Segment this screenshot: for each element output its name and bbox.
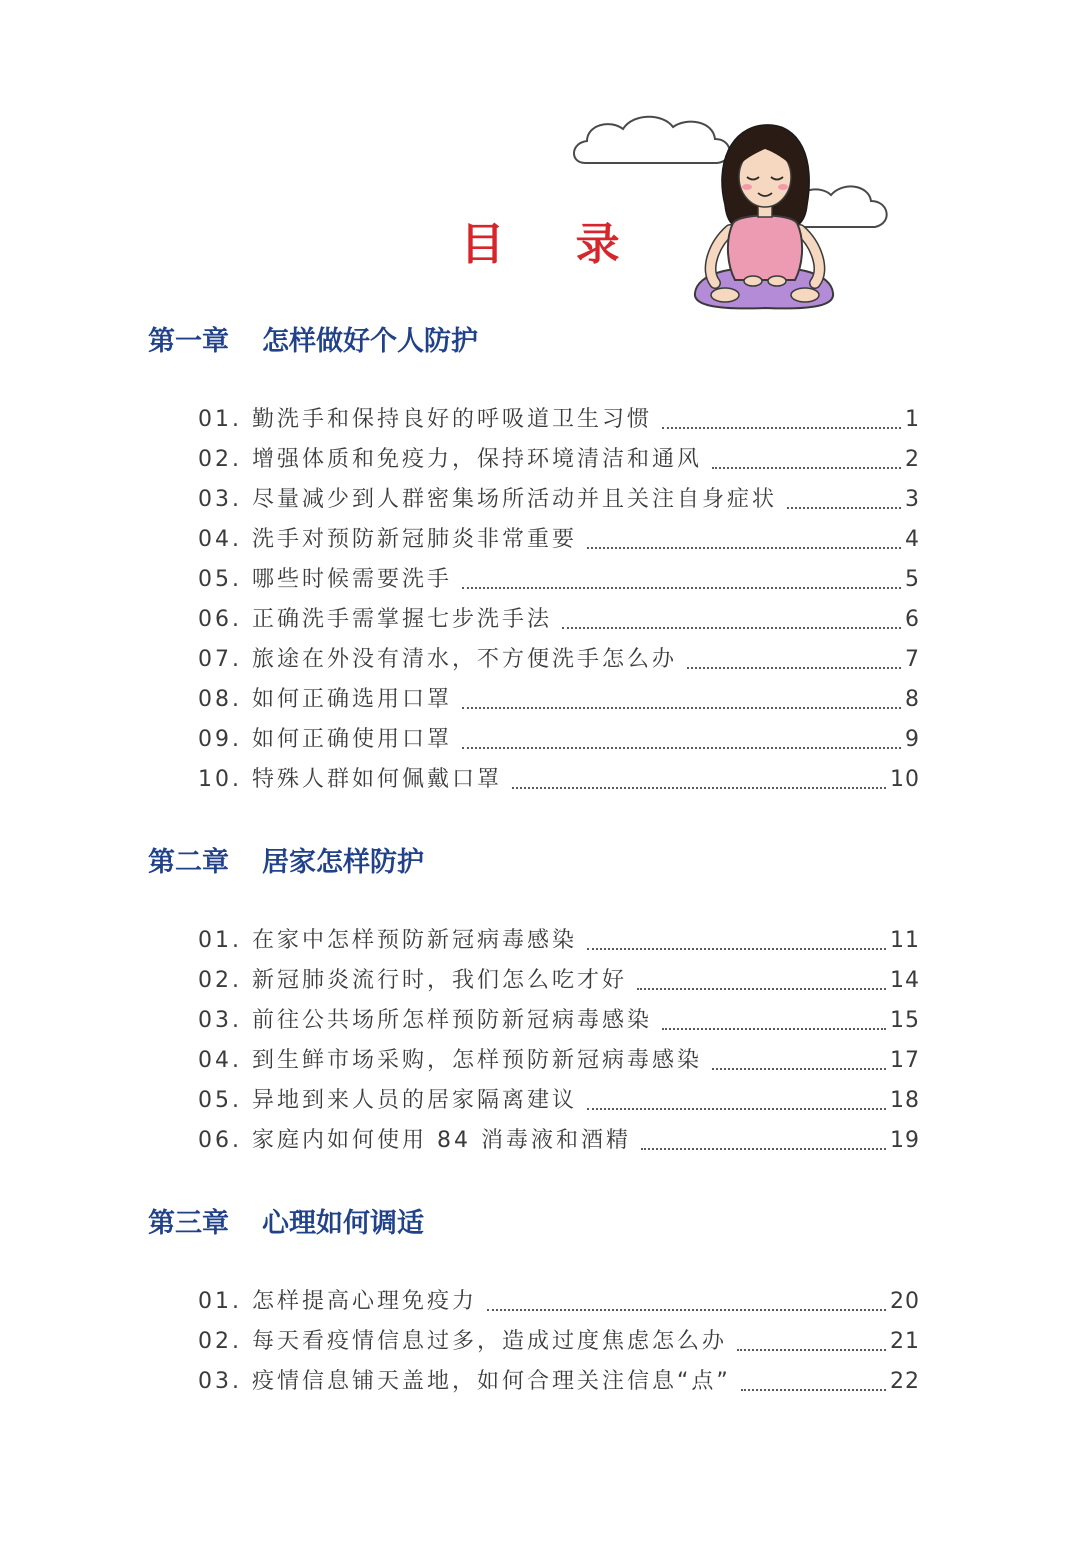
dot-leader	[741, 1389, 886, 1391]
toc-item[interactable]	[198, 720, 920, 760]
toc-item-title: 08. 如何正确选用口罩	[198, 687, 452, 712]
toc-page-number: 15	[890, 1008, 920, 1033]
toc-item-title: 06. 家庭内如何使用 84 消毒液和酒精	[198, 1128, 631, 1153]
chapter-number: 第二章	[148, 847, 229, 878]
toc-item-title: 01. 怎样提高心理免疫力	[198, 1289, 477, 1314]
toc-page-number: 6	[905, 607, 920, 632]
dot-leader	[512, 787, 886, 789]
toc-list	[198, 400, 920, 800]
toc-item[interactable]	[198, 560, 920, 600]
chapter-number: 第三章	[148, 1208, 229, 1239]
dot-leader	[562, 627, 901, 629]
dot-leader	[462, 587, 901, 589]
chapter-heading	[148, 1206, 424, 1242]
toc-page-number: 17	[890, 1048, 920, 1073]
cloud-icon	[574, 117, 730, 163]
dot-leader	[712, 467, 901, 469]
toc-item-title: 02. 新冠肺炎流行时，我们怎么吃才好	[198, 968, 627, 993]
toc-item[interactable]	[198, 1362, 920, 1402]
toc-item[interactable]	[198, 1001, 920, 1041]
toc-item[interactable]	[198, 961, 920, 1001]
toc-item-title: 04. 洗手对预防新冠肺炎非常重要	[198, 527, 577, 552]
toc-item[interactable]	[198, 1282, 920, 1322]
dot-leader	[587, 547, 901, 549]
chapter-heading	[148, 324, 478, 360]
chapter-title: 怎样做好个人防护	[262, 326, 478, 357]
toc-item[interactable]	[198, 921, 920, 961]
toc-item[interactable]	[198, 1322, 920, 1362]
toc-item-title: 05. 异地到来人员的居家隔离建议	[198, 1088, 577, 1113]
dot-leader	[462, 707, 901, 709]
toc-item-title: 03. 疫情信息铺天盖地，如何合理关注信息“点”	[198, 1369, 731, 1394]
dot-leader	[737, 1349, 886, 1351]
dot-leader	[787, 507, 901, 509]
toc-item[interactable]	[198, 640, 920, 680]
toc-page-number: 19	[890, 1128, 920, 1153]
toc-list	[198, 1282, 920, 1402]
toc-item[interactable]	[198, 680, 920, 720]
toc-page-number: 21	[890, 1329, 920, 1354]
toc-page-number: 10	[890, 767, 920, 792]
toc-item[interactable]	[198, 440, 920, 480]
toc-page-number: 20	[890, 1289, 920, 1314]
toc-item-title: 01. 勤洗手和保持良好的呼吸道卫生习惯	[198, 407, 652, 432]
toc-page-number: 11	[890, 928, 920, 953]
toc-page-number: 4	[905, 527, 920, 552]
chapter-number: 第一章	[148, 326, 229, 357]
dot-leader	[462, 747, 901, 749]
toc-item-title: 02. 增强体质和免疫力，保持环境清洁和通风	[198, 447, 702, 472]
toc-page-number: 5	[905, 567, 920, 592]
toc-item-title: 07. 旅途在外没有清水，不方便洗手怎么办	[198, 647, 677, 672]
toc-page-number: 1	[905, 407, 920, 432]
dot-leader	[587, 1108, 886, 1110]
toc-item-title: 04. 到生鲜市场采购，怎样预防新冠病毒感染	[198, 1048, 702, 1073]
toc-item-title: 02. 每天看疫情信息过多，造成过度焦虑怎么办	[198, 1329, 727, 1354]
toc-page-number: 9	[905, 727, 920, 752]
toc-item[interactable]	[198, 480, 920, 520]
dot-leader	[587, 948, 886, 950]
dot-leader	[662, 427, 901, 429]
toc-item-title: 10. 特殊人群如何佩戴口罩	[198, 767, 502, 792]
chapter-title: 居家怎样防护	[262, 847, 424, 878]
toc-item[interactable]	[198, 760, 920, 800]
dot-leader	[487, 1309, 886, 1311]
toc-item[interactable]	[198, 400, 920, 440]
toc-page-number: 7	[905, 647, 920, 672]
toc-item[interactable]	[198, 520, 920, 560]
dot-leader	[687, 667, 901, 669]
page-title: 目 录	[460, 219, 648, 270]
toc-page-number: 18	[890, 1088, 920, 1113]
toc-item-title: 06. 正确洗手需掌握七步洗手法	[198, 607, 552, 632]
dot-leader	[662, 1028, 886, 1030]
dot-leader	[712, 1068, 886, 1070]
toc-item-title: 03. 尽量减少到人群密集场所活动并且关注自身症状	[198, 487, 777, 512]
dot-leader	[641, 1148, 886, 1150]
toc-page-number: 3	[905, 487, 920, 512]
toc-page-number: 2	[905, 447, 920, 472]
toc-item-title: 01. 在家中怎样预防新冠病毒感染	[198, 928, 577, 953]
toc-item-title: 05. 哪些时候需要洗手	[198, 567, 452, 592]
chapter-title: 心理如何调适	[262, 1208, 424, 1239]
meditating-girl-illustration	[565, 105, 895, 320]
chapter-heading	[148, 845, 424, 881]
toc-item[interactable]	[198, 600, 920, 640]
toc-item-title: 09. 如何正确使用口罩	[198, 727, 452, 752]
dot-leader	[637, 988, 886, 990]
toc-page-number: 22	[890, 1369, 920, 1394]
toc-page-number: 14	[890, 968, 920, 993]
toc-item[interactable]	[198, 1081, 920, 1121]
toc-item-title: 03. 前往公共场所怎样预防新冠病毒感染	[198, 1008, 652, 1033]
toc-page-number: 8	[905, 687, 920, 712]
toc-list	[198, 921, 920, 1161]
toc-item[interactable]	[198, 1121, 920, 1161]
toc-item[interactable]	[198, 1041, 920, 1081]
